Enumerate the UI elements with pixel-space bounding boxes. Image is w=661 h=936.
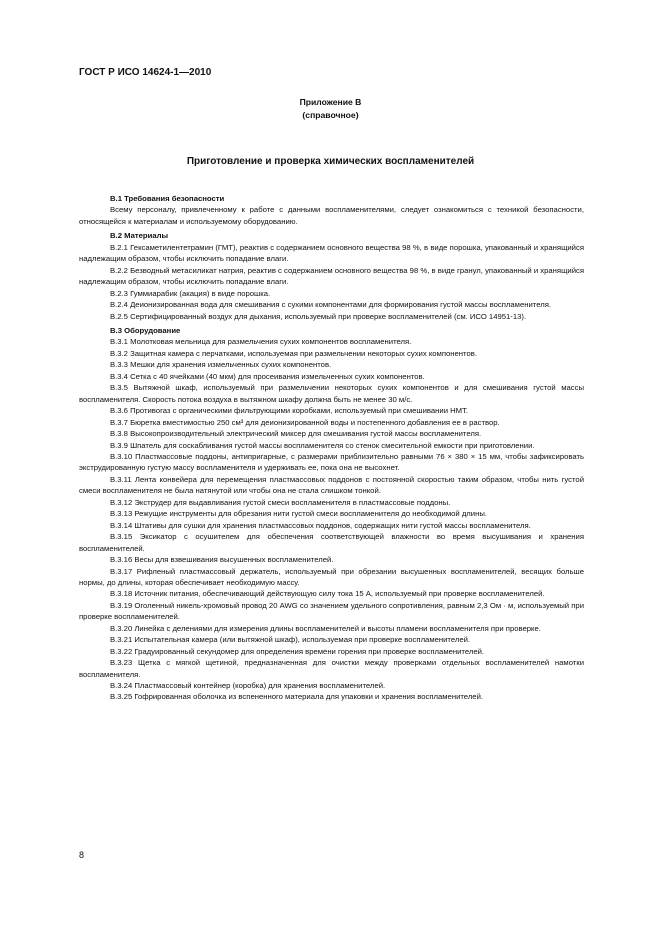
annex-title: Приложение В [299,97,362,107]
paragraph: В.3.17 Рифленый пластмассовый держатель, используемый при обрезании высушенных воспламенителей, весящих больше нормы, до длины, которая обеспечивает необходимую массу. [79,566,584,587]
paragraph: В.3.16 Весы для взвешивания высушенных воспламенителей. [110,555,334,565]
page-number: 8 [79,850,85,860]
paragraph: В.3.20 Линейка с делениями для измерения длины воспламенителей и высоты пламени воспламенителя при проверке. [110,623,541,633]
paragraph: В.3.5 Вытяжной шкаф, используемый при размельчении некоторых сухих компонентов и для смешивания густой массы воспламенителя. Скорость потока воздуха в вытяжном шкафу должна быть не менее 30 м/с. [79,383,584,404]
paragraph: В.3.25 Гофрированная оболочка из вспененного материала для упаковки и хранения воспламенителей. [110,692,484,702]
paragraph: В.3.15 Эксикатор с осушителем для обеспечения соответствующей влажности во время высушивания и хранения воспламенителей. [79,532,584,553]
document-body [79,193,584,703]
paragraph: В.3.10 Пластмассовые поддоны, антипригарные, с размерами приблизительно равными 76 × 380 × 15 мм, чтобы зафиксировать экструдированную густую массу воспламенителя и удерживать ее, пока она не высохнет. [79,451,584,473]
paragraph: В.2.5 Сертифицированный воздух для дыхания, используемый при проверке воспламенителей (см. ИСО 14951-13). [110,311,527,321]
paragraph: В.3.9 Шпатель для соскабливания густой массы воспламенителя со стенок смесительной емкости при приготовлении. [110,440,535,450]
paragraph: В.3.24 Пластмассовый контейнер (коробка) для хранения воспламенителей. [110,681,386,691]
paragraph: В.2.2 Безводный метасиликат натрия, реактив с содержанием основного вещества 98 %, в виде гранул, упакованный и хранящийся надлежащим образом, чтобы исключить попадание влаги. [79,265,584,287]
paragraph: В.3.21 Испытательная камера (или вытяжной шкаф), используемая при проверке воспламенителей. [110,635,471,645]
paragraph: В.2.4 Деионизированная вода для смешивания с сухими компонентами для формирования густой массы воспламенителя. [110,300,552,310]
paragraph: В.3.11 Лента конвейера для перемещения пластмассовых поддонов с постоянной скоростью таким образом, чтобы нить густой смеси воспламенителя не была натянутой или чтобы она не стала слишком тонкой. [79,474,584,496]
document-header: ГОСТ Р ИСО 14624-1—2010 [79,67,212,78]
paragraph: В.2.1 Гексаметилентетрамин (ГМТ), реактив с содержанием основного вещества 98 %, в виде порошка, упакованный и хранящийся надлежащим образом, чтобы исключить попадание влаги. [79,242,584,264]
section-title: Приготовление и проверка химических воспламенителей [186,156,475,167]
paragraph: В.3.7 Бюретка вместимостью 250 см³ для деионизированной воды и постепенного добавления ее в раствор. [110,417,500,427]
paragraph: В.3.3 Мешки для хранения измельченных сухих компонентов. [110,360,332,370]
paragraph: В.3.13 Режущие инструменты для обрезания нити густой смеси воспламенителя до необходимой длины. [110,509,487,519]
section-heading: В.1 Требования безопасности [110,194,225,203]
paragraph: В.3.19 Оголенный никель-хромовый провод 20 AWG со значением удельного сопротивления, равным 2,3 Ом · м, используемый при проверке воспламенителей. [79,600,584,622]
paragraph: В.3.12 Экструдер для выдавливания густой смеси воспламенителя в пластмассовые поддоны. [110,497,451,507]
paragraph: В.3.2 Защитная камера с перчатками, используемая при размельчении некоторых сухих компонентов. [110,348,477,358]
paragraph: В.3.18 Источник питания, обеспечивающий действующую силу тока 15 А, используемый при проверке воспламенителей. [110,589,545,599]
paragraph: В.2.3 Гуммиарабик (акация) в виде порошка. [110,288,271,298]
paragraph: Всему персоналу, привлеченному к работе с данными воспламенителями, следует ознакомиться с техникой безопасности, относящейся к материалам и используемому оборудованию. [79,205,584,226]
paragraph: В.3.4 Сетка с 40 ячейками (40 мкм) для просеивания измельченных сухих компонентов. [110,371,425,381]
paragraph: В.3.14 Штативы для сушки для хранения пластмассовых поддонов, содержащих нити густой массы воспламенителя. [110,520,531,530]
paragraph: В.3.22 Градуированный секундомер для определения времени горения при проверке воспламенителей. [110,646,485,656]
section-heading: В.2 Материалы [110,231,169,241]
paragraph: В.3.1 Молотковая мельница для размельчения сухих компонентов воспламенителя. [110,337,412,347]
paragraph: В.3.23 Щетка с мягкой щетиной, предназначенная для очистки между проверками отдельных воспламенителей намотки воспламенителя. [79,658,584,679]
paragraph: В.3.8 Высокопроизводительный электрический миксер для смешивания густой массы воспламенителя. [110,429,482,439]
annex-subtitle: (справочное) [302,110,359,120]
section-heading: В.3 Оборудование [110,325,181,335]
paragraph: В.3.6 Противогаз с органическими фильтрующими коробками, используемый при смешивании НМТ. [110,406,469,416]
